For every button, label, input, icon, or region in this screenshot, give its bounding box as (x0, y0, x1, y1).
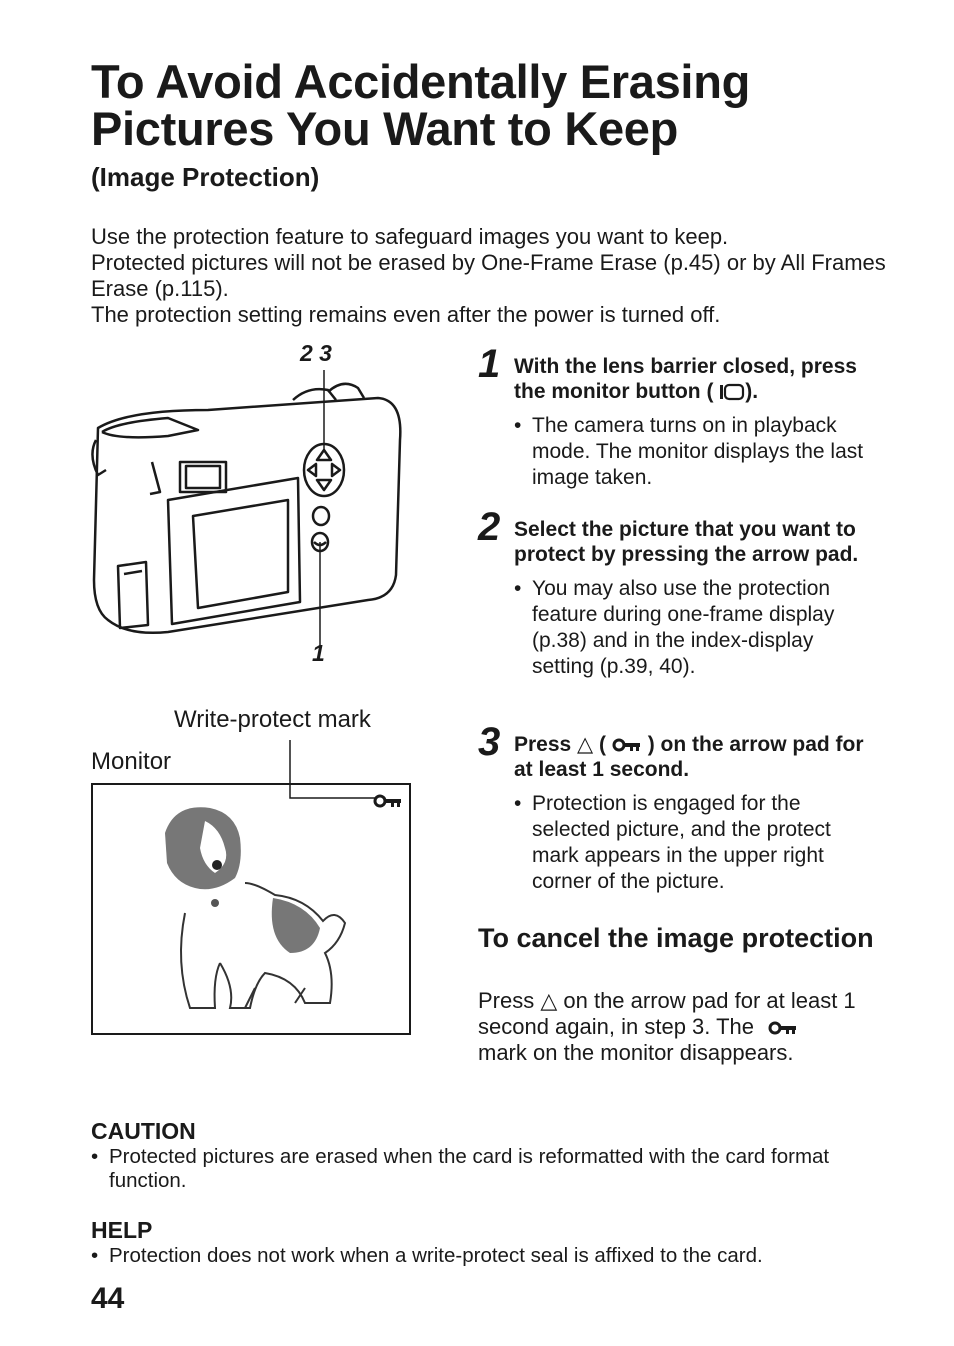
callout-top: 2 3 (300, 340, 332, 366)
monitor-screen (91, 783, 411, 1035)
step-2 (478, 505, 878, 680)
intro-line-3: The protection setting remains even after the power is turned off. (91, 302, 721, 327)
cancel-heading: To cancel the image protection (478, 923, 874, 953)
key-icon (612, 737, 642, 753)
camera-illustration (88, 370, 418, 670)
step-2-number: 2 (478, 505, 501, 549)
step-3-number: 3 (478, 720, 501, 764)
step-1-heading: With the lens barrier closed, press the monitor button ( ). (514, 355, 857, 403)
intro-line-1: Use the protection feature to safeguard images you want to keep. (91, 224, 729, 249)
page-subtitle: (Image Protection) (91, 162, 320, 192)
step-1-number: 1 (478, 342, 501, 386)
page-number: 44 (91, 1282, 125, 1315)
monitor-button-icon (719, 383, 745, 401)
cancel-body: Press △ on the arrow pad for at least 1 second again, in step 3. The mark on the monitor disappears. (478, 988, 856, 1065)
page-title: To Avoid Accidentally Erasing Pictures You Want to Keep (91, 55, 751, 155)
dog-illustration (155, 803, 355, 1018)
step-1-bullet: • The camera turns on in playback mode. The monitor displays the last image taken. (514, 413, 878, 491)
step-1 (478, 342, 878, 491)
help-note: • Protection does not work when a write-protect seal is affixed to the card. (91, 1244, 899, 1268)
help-heading: HELP (91, 1217, 153, 1243)
intro-line-2: Protected pictures will not be erased by One-Frame Erase (p.45) or by All Frames Erase (p.115). (91, 250, 886, 301)
write-protect-label: Write-protect mark (174, 706, 371, 733)
monitor-label: Monitor (91, 748, 172, 775)
step-3 (478, 720, 878, 895)
key-icon (373, 793, 403, 809)
step-2-heading: Select the picture that you want to protect by pressing the arrow pad. (514, 518, 859, 566)
step-3-heading: Press △ ( ) on the arrow pad for at least 1 second. (514, 733, 864, 781)
caution-note: • Protected pictures are erased when the card is reformatted with the card format function. (91, 1145, 899, 1193)
caution-heading: CAUTION (91, 1118, 196, 1144)
step-3-bullet: • Protection is engaged for the selected picture, and the protect mark appears in the upper right corner of the picture. (514, 791, 878, 895)
key-icon (766, 1020, 800, 1036)
callout-bottom: 1 (312, 640, 325, 666)
step-2-bullet: • You may also use the protection feature during one-frame display (p.38) and in the index-display setting (p.39, 40). (514, 576, 878, 680)
intro-text (91, 224, 891, 328)
